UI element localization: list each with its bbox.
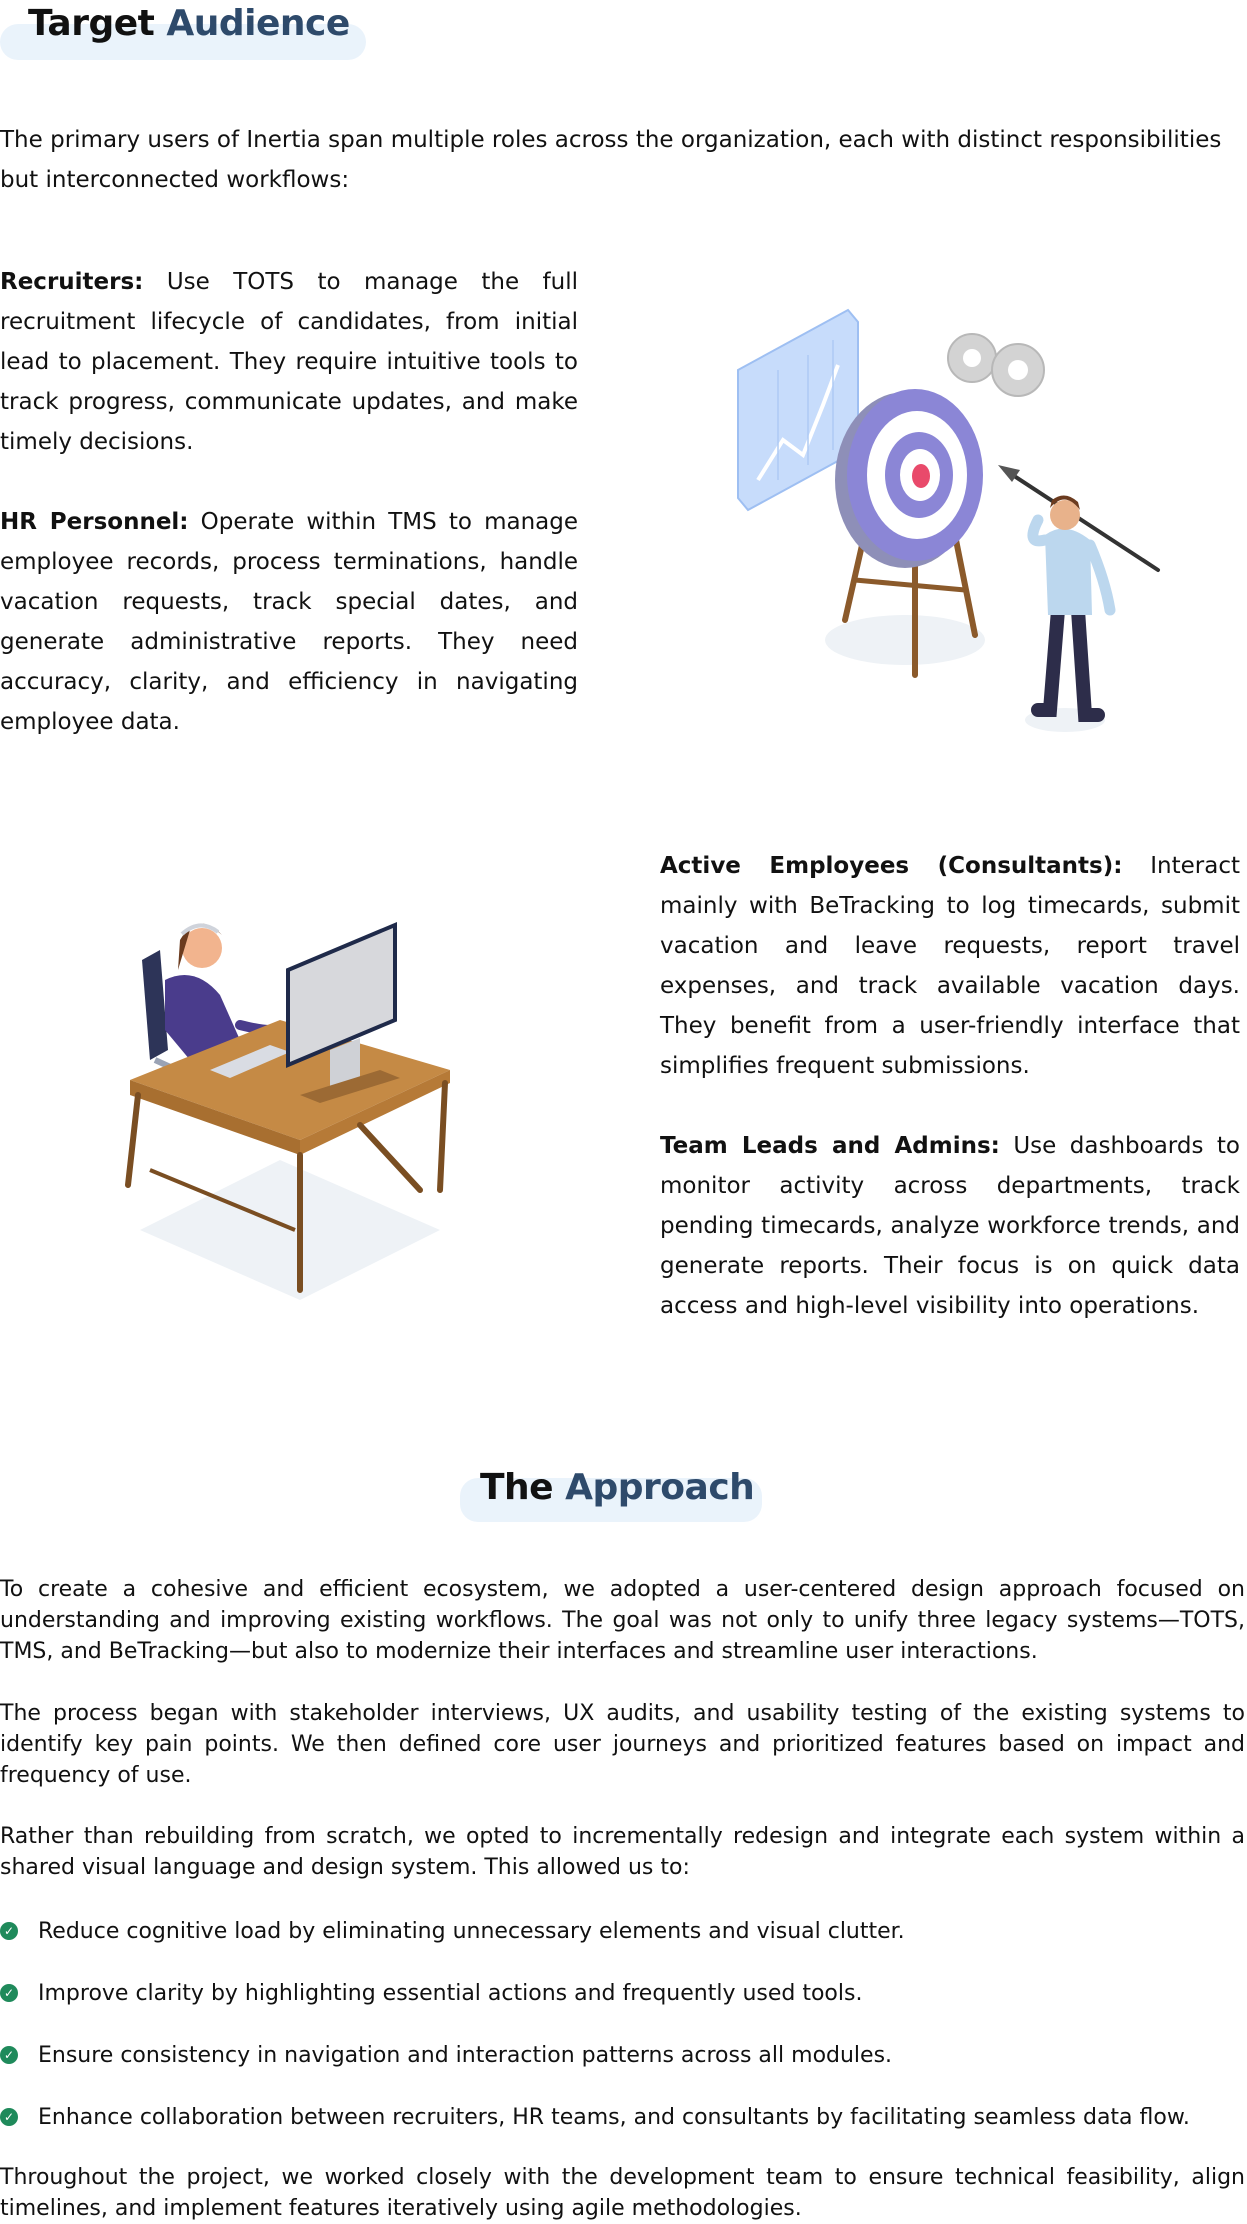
list-item-text: Enhance collaboration between recruiters, HR teams, and consultants by facilitating seamless data flow.: [38, 2104, 1190, 2130]
role-team-leads-admins: [660, 1126, 1240, 1326]
role-label: Team Leads and Admins:: [660, 1133, 1000, 1159]
role-label: Active Employees (Consultants):: [660, 853, 1123, 879]
role-recruiters: [0, 262, 578, 462]
role-label: Recruiters:: [0, 269, 144, 295]
target-goal-icon: [720, 290, 1180, 750]
office-desk-illustration: [120, 900, 460, 1300]
office-desk-icon: [120, 900, 460, 1300]
role-description: Use TOTS to manage the full recruitment lifecycle of candidates, from initial lead to placement. They require intuitive tools to track progress, communicate updates, and make timely decisions.: [0, 269, 578, 455]
title-accent-word: Approach: [565, 1467, 755, 1508]
list-item-text: Improve clarity by highlighting essential actions and frequently used tools.: [38, 1980, 863, 2006]
approach-closing: Throughout the project, we worked closely with the development team to ensure technical feasibility, align timelines, and implement features iteratively using agile methodologies.: [0, 2165, 1245, 2221]
role-hr-personnel: [0, 502, 578, 742]
check-circle-icon: ✓: [0, 1984, 18, 2002]
role-active-employees: [660, 846, 1240, 1086]
check-circle-icon: ✓: [0, 1922, 18, 1940]
list-item: [0, 1962, 1245, 2024]
title-accent-word: Audience: [166, 3, 350, 44]
role-description: Operate within TMS to manage employee records, process terminations, handle vacation requests, track special dates, and generate administrative reports. They need accuracy, clarity, and efficiency in navigating employee data.: [0, 509, 578, 735]
audience-intro: The primary users of Inertia span multiple roles across the organization, each with distinct responsibilities but interconnected workflows:: [0, 127, 1222, 193]
approach-paragraph: The process began with stakeholder interviews, UX audits, and usability testing of the existing systems to identify key pain points. We then defined core user journeys and prioritized features based on impact and frequency of use.: [0, 1701, 1245, 1788]
approach-paragraph: To create a cohesive and efficient ecosystem, we adopted a user-centered design approach focused on understanding and improving existing workflows. The goal was not only to unify three legacy systems—TOTS, TMS, and BeTracking—but also to modernize their interfaces and streamline user interactions.: [0, 1577, 1245, 1664]
list-item-text: Reduce cognitive load by eliminating unnecessary elements and visual clutter.: [38, 1918, 905, 1944]
title-word: The: [480, 1467, 554, 1508]
list-item: [0, 2086, 1245, 2148]
title-word: Target: [28, 3, 155, 44]
role-description: Interact mainly with BeTracking to log timecards, submit vacation and leave requests, report travel expenses, and track available vacation days. They benefit from a user-friendly interface that simplifies frequent submissions.: [660, 853, 1240, 1079]
approach-paragraph: Rather than rebuilding from scratch, we opted to incrementally redesign and integrate each system within a shared visual language and design system. This allowed us to:: [0, 1824, 1245, 1880]
section-title-the-approach: [480, 1464, 754, 1512]
role-label: HR Personnel:: [0, 509, 189, 535]
list-item-text: Ensure consistency in navigation and interaction patterns across all modules.: [38, 2042, 893, 2068]
approach-benefits-list: [0, 1900, 1245, 2148]
role-description: Use dashboards to monitor activity across departments, track pending timecards, analyze workforce trends, and generate reports. Their focus is on quick data access and high-level visibility into operations.: [660, 1133, 1240, 1319]
list-item: [0, 1900, 1245, 1962]
section-title-target-audience: [28, 0, 350, 48]
check-circle-icon: ✓: [0, 2108, 18, 2126]
list-item: [0, 2024, 1245, 2086]
check-circle-icon: ✓: [0, 2046, 18, 2064]
target-goal-illustration: [720, 290, 1180, 750]
